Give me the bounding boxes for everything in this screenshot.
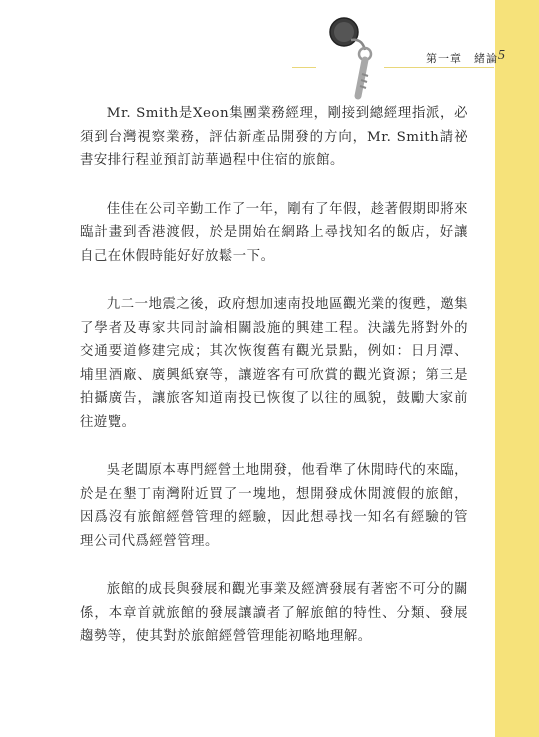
header-rule-right [384, 67, 494, 68]
body-text [80, 102, 468, 674]
key-with-keyring-icon [318, 10, 388, 102]
paragraph: 旅館的成長與發展和觀光事業及經濟發展有著密不可分的關係，本章首就旅館的發展讓讀者了解旅館的特性、分類、發展趨勢等，使其對於旅館經營管理能初略地理解。 [80, 582, 468, 644]
paragraph: Mr. Smith是Xeon集團業務經理，剛接到總經理指派，必須到台灣視察業務，評估新產品開發的方向，Mr. Smith請祕書安排行程並預訂訪華過程中住宿的旅館。 [80, 106, 468, 168]
side-color-strip [495, 0, 539, 737]
header-rule-left [292, 67, 316, 68]
chapter-heading: 第一章 緒論 [426, 52, 498, 65]
paragraph: 九二一地震之後，政府想加速南投地區觀光業的復甦，邀集了學者及專家共同討論相關設施的興建工程。決議先將對外的交通要道修建完成；其次恢復舊有觀光景點，例如：日月潭、埔里酒廠、廣興紙寮等，讓遊客有可欣賞的觀光資源；第三是拍攝廣告，讓旅客知道南投已恢復了以往的風貌，鼓勵大家前往遊覽。 [80, 297, 468, 430]
page-number: 5 [498, 48, 505, 63]
paragraph: 佳佳在公司辛勤工作了一年，剛有了年假，趁著假期即將來臨計畫到香港渡假，於是開始在網路上尋找知名的飯店，好讓自己在休假時能好好放鬆一下。 [80, 201, 468, 264]
paragraph: 吳老闆原本專門經營土地開發，他看準了休閒時代的來臨，於是在墾丁南灣附近買了一塊地，想開發成休閒渡假的旅館，因爲沒有旅館經營管理的經驗，因此想尋找一知名有經驗的管理公司代爲經營管理。 [80, 463, 468, 549]
